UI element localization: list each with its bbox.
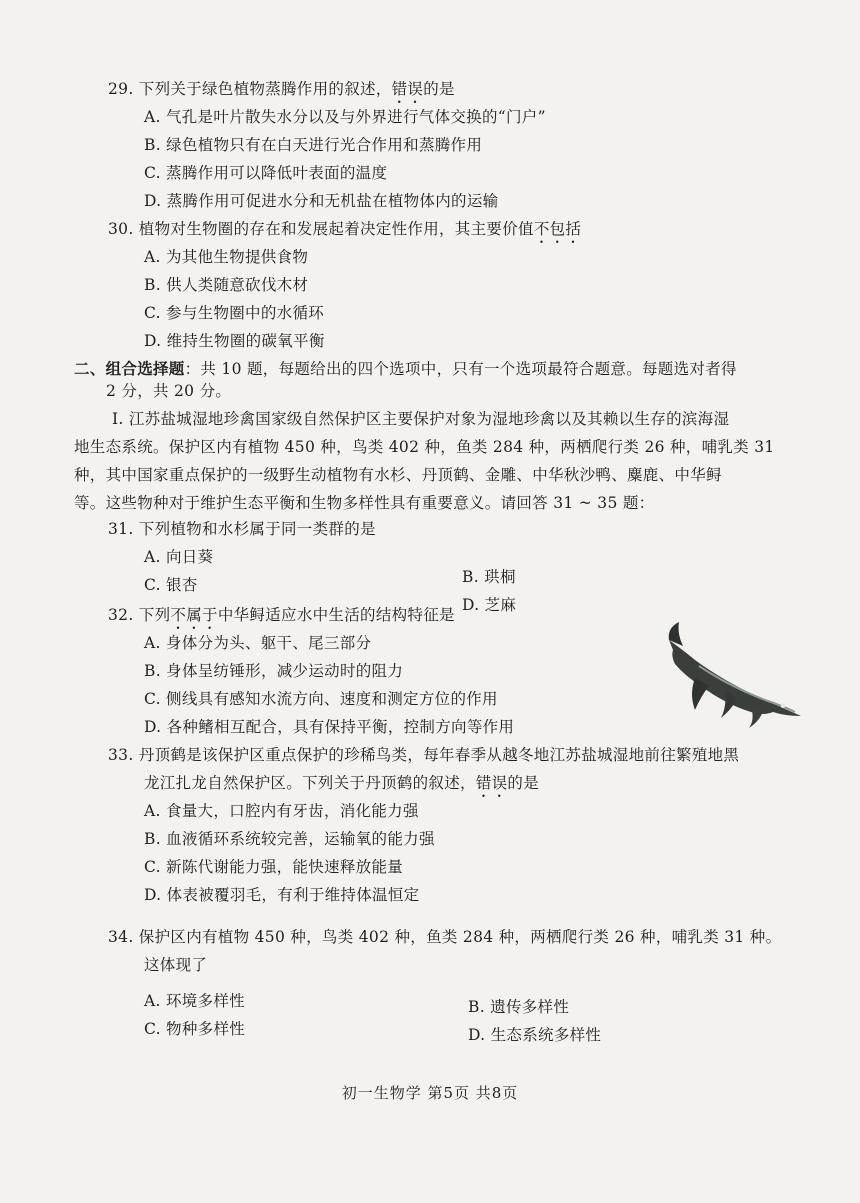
passage-line2: 地生态系统。保护区内有植物 450 种，鸟类 402 种，鱼类 284 种，两栖爬行类 26 种，哺乳类 31 bbox=[74, 438, 775, 456]
section2-heading bbox=[74, 358, 737, 380]
q30-stem-emphasis: 不包括 bbox=[533, 220, 582, 238]
q32-stem-emphasis: 不属于 bbox=[170, 606, 218, 624]
q32-option-a: A. 身体分为头、躯干、尾三部分 bbox=[144, 634, 372, 652]
q33-number: 33. bbox=[108, 746, 134, 764]
q31-stem bbox=[108, 518, 376, 540]
q32-stem-pre: 下列 bbox=[138, 606, 171, 624]
q29-stem bbox=[108, 78, 455, 107]
passage-line3: 种，其中国家重点保护的一级野生动植物有水杉、丹顶鹤、金雕、中华秋沙鸭、麋鹿、中华鲟 bbox=[74, 466, 722, 484]
q33-stem2-pre: 龙江扎龙自然保护区。下列关于丹顶鹤的叙述， bbox=[144, 774, 476, 792]
q29-option-d: D. 蒸腾作用可促进水分和无机盐在植物体内的运输 bbox=[144, 192, 499, 210]
q29-stem-emphasis: 错误 bbox=[391, 80, 424, 98]
q29-stem-pre: 下列关于绿色植物蒸腾作用的叙述， bbox=[138, 80, 392, 98]
q32-option-b: B. 身体呈纺锤形，减少运动时的阻力 bbox=[144, 662, 404, 680]
q30-number: 30. bbox=[108, 220, 134, 238]
q34-option-c: C. 物种多样性 bbox=[144, 1020, 246, 1038]
q29-option-c: C. 蒸腾作用可以降低叶表面的温度 bbox=[144, 164, 388, 182]
q34-option-b: B. 遗传多样性 bbox=[468, 998, 570, 1016]
section2-title: 二、组合选择题 bbox=[74, 359, 185, 378]
q31-option-a: A. 向日葵 bbox=[144, 548, 214, 566]
q33-stem-line2 bbox=[144, 772, 539, 801]
passage-line1: Ⅰ. 江苏盐城湿地珍禽国家级自然保护区主要保护对象为湿地珍禽以及其赖以生存的滨海湿 bbox=[112, 410, 730, 428]
q32-number: 32. bbox=[108, 606, 134, 624]
q33-option-a: A. 食量大，口腔内有牙齿，消化能力强 bbox=[144, 802, 419, 820]
q32-stem bbox=[108, 604, 455, 633]
section2-text1: ：共 10 题，每题给出的四个选项中，只有一个选项最符合题意。每题选对者得 bbox=[184, 360, 737, 378]
q31-option-c: C. 银杏 bbox=[144, 576, 198, 594]
q31-stem-text: 下列植物和水杉属于同一类群的是 bbox=[138, 520, 376, 538]
q30-option-a: A. 为其他生物提供食物 bbox=[144, 248, 309, 266]
q34-stem-line2: 这体现了 bbox=[144, 956, 208, 974]
q33-option-c: C. 新陈代谢能力强，能快速释放能量 bbox=[144, 858, 404, 876]
q30-option-c: C. 参与生物圈中的水循环 bbox=[144, 304, 325, 322]
q30-option-d: D. 维持生物圈的碳氧平衡 bbox=[144, 332, 325, 350]
page-footer: 初一生物学 第5页 共8页 bbox=[341, 1084, 519, 1102]
q33-stem-text1: 丹顶鹤是该保护区重点保护的珍稀鸟类，每年春季从越冬地江苏盐城湿地前往繁殖地黑 bbox=[138, 746, 740, 764]
q31-option-b: B. 珙桐 bbox=[462, 568, 516, 586]
q31-option-d: D. 芝麻 bbox=[462, 596, 517, 614]
q33-stem2-post: 的是 bbox=[507, 774, 540, 792]
passage-line4: 等。这些物种对于维护生态平衡和生物多样性具有重要意义。请回答 31 ~ 35 题： bbox=[74, 494, 655, 512]
q29-option-a: A. 气孔是叶片散失水分以及与外界进行气体交换的“门户” bbox=[144, 108, 546, 126]
q32-option-c: C. 侧线具有感知水流方向、速度和测定方位的作用 bbox=[144, 690, 498, 708]
q34-option-d: D. 生态系统多样性 bbox=[468, 1026, 602, 1044]
section2-text2: 2 分，共 20 分。 bbox=[106, 382, 232, 400]
q29-option-b: B. 绿色植物只有在白天进行光合作用和蒸腾作用 bbox=[144, 136, 483, 154]
q34-option-a: A. 环境多样性 bbox=[144, 992, 245, 1010]
q34-stem-text1: 保护区内有植物 450 种，鸟类 402 种，鱼类 284 种，两栖爬行类 26 种，哺乳类 31 种。 bbox=[138, 928, 782, 946]
q33-option-d: D. 体表被覆羽毛，有利于维持体温恒定 bbox=[144, 886, 420, 904]
q29-number: 29. bbox=[108, 80, 134, 98]
q30-option-b: B. 供人类随意砍伐木材 bbox=[144, 276, 309, 294]
q32-option-d: D. 各种鳍相互配合，具有保持平衡，控制方向等作用 bbox=[144, 718, 515, 736]
q29-stem-post: 的是 bbox=[423, 80, 455, 98]
q33-option-b: B. 血液循环系统较完善，运输氧的能力强 bbox=[144, 830, 435, 848]
q33-stem2-emphasis: 错误 bbox=[475, 774, 508, 792]
q33-stem-line1 bbox=[108, 744, 739, 766]
q30-stem bbox=[108, 218, 581, 247]
q32-stem-post: 中华鲟适应水中生活的结构特征是 bbox=[217, 606, 455, 624]
q31-number: 31. bbox=[108, 520, 134, 538]
q30-stem-pre: 植物对生物圈的存在和发展起着决定性作用，其主要价值 bbox=[138, 220, 534, 238]
q34-number: 34. bbox=[108, 928, 134, 946]
q34-stem-line1 bbox=[108, 926, 781, 948]
sturgeon-illustration bbox=[665, 620, 805, 730]
